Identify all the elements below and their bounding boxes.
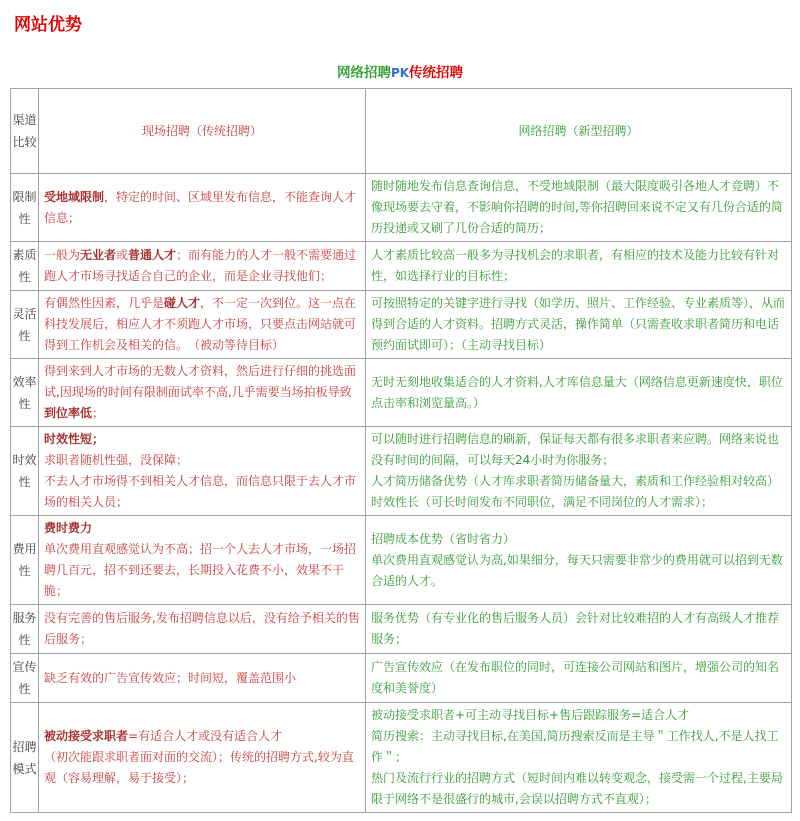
online-cell: 可以随时进行招聘信息的刷新，保证每天都有很多求职者来应聘。网络来说也没有时间的间隔，可以每天24小时为你服务； 人才简历储备优势（人才库求职者简历储备量大，素质和工作经验相对较高）时效性长（可长时间发布不同职位，满足不同岗位的人才需求）；: [366, 427, 792, 516]
traditional-cell: 有偶然性因素，几乎是碰人才，不一定一次到位。这一点在科技发展后，相应人才不须跑人才市场，只要点击网站就可得到工作机会及相关的信。 （被动等待目标）: [39, 291, 366, 359]
online-cell: 可按照特定的关键字进行寻找（如学历、照片、工作经验、专业素质等），从而得到合适的人才资料。招聘方式灵活，操作简单（只需查收求职者简历和电话预约面试即可）；（主动寻找目标）: [366, 291, 792, 359]
table-row: [11, 242, 792, 291]
table-header-row: [11, 89, 792, 174]
online-cell: 无时无刻地收集适合的人才资料,人才库信息量大（网络信息更新速度快，职位点击率和浏览量高。）: [366, 359, 792, 427]
traditional-cell: 没有完善的售后服务,发布招聘信息以后，没有给予相关的售后服务；: [39, 605, 366, 654]
heading-online-label: 网络招聘: [336, 65, 391, 81]
row-label: 效率性: [11, 359, 39, 427]
row-label: 服务性: [11, 605, 39, 654]
traditional-cell: 费时费力 单次费用直观感觉认为不高；招一个人去人才市场，一场招聘几百元，招不到还要去，长期投入花费不小，效果不干脆；: [39, 516, 366, 605]
traditional-cell: 缺乏有效的广告宣传效应；时间短，覆盖范围小: [39, 654, 366, 703]
table-row: [11, 703, 792, 813]
comparison-table: [10, 88, 792, 813]
table-row: [11, 605, 792, 654]
row-label: 时效性: [11, 427, 39, 516]
online-cell: 服务优势（有专业化的售后服务人员）会针对比较难招的人才有高级人才推荐服务；: [366, 605, 792, 654]
online-column-header: 网络招聘（新型招聘）: [366, 89, 792, 174]
table-row: [11, 291, 792, 359]
channel-compare-header: 渠道比较: [11, 89, 39, 174]
traditional-cell: 时效性短； 求职者随机性强，没保障； 不去人才市场得不到相关人才信息，而信息只限于去人才市场的相关人员；: [39, 427, 366, 516]
heading-pk-label: PK: [390, 66, 410, 80]
heading-traditional-label: 传统招聘: [409, 65, 464, 81]
row-label: 费用性: [11, 516, 39, 605]
comparison-heading: [0, 61, 800, 81]
traditional-cell: 被动接受求职者=有适合人才或没有适合人才 （初次能跟求职者面对面的交流）；传统的招聘方式,较为直观（容易理解，易于接受）；: [39, 703, 366, 813]
table-row: [11, 174, 792, 242]
row-label: 限制性: [11, 174, 39, 242]
row-label: 素质性: [11, 242, 39, 291]
row-label: 宣传性: [11, 654, 39, 703]
online-cell: 随时随地发布信息查询信息，不受地域限制（最大限度吸引各地人才竞聘）不像现场要去守着，不影响你招聘的时间,等你招聘回来说不定又有几份合适的简历投递或又刷了几份合适的简历；: [366, 174, 792, 242]
page-title: 网站优势: [14, 15, 82, 35]
traditional-column-header: 现场招聘（传统招聘）: [39, 89, 366, 174]
online-cell: 人才素质比较高一般多为寻找机会的求职者，有相应的技术及能力比较有针对性，如选择行业的目标性；: [366, 242, 792, 291]
table-row: [11, 359, 792, 427]
table-row: [11, 516, 792, 605]
comparison-table-body: [11, 89, 792, 813]
online-cell: 招聘成本优势（省时省力） 单次费用直观感觉认为高,如果细分，每天只需要非常少的费用就可以招到无数合适的人才。: [366, 516, 792, 605]
traditional-cell: 一般为无业者或普通人才；而有能力的人才一般不需要通过跑人才市场寻找适合自己的企业，而是企业寻找他们；: [39, 242, 366, 291]
table-row: [11, 654, 792, 703]
row-label: 灵活性: [11, 291, 39, 359]
online-cell: 被动接受求职者+可主动寻找目标+售后跟踪服务=适合人才 简历搜索：主动寻找目标,在美国,简历搜索反而是主导＂工作找人,不是人找工作＂； 热门及流行行业的招聘方式（短时间内难以转变观念，接受需一个过程,主要局限于网络不是很盛行的城市,会误以招聘方式不直观）；: [366, 703, 792, 813]
row-label: 招聘模式: [11, 703, 39, 813]
traditional-cell: 得到来到人才市场的无数人才资料，然后进行仔细的挑选面试,因现场的时间有限制面试率不高,几乎需要当场拍板导致到位率低；: [39, 359, 366, 427]
online-cell: 广告宣传效应（在发布职位的同时，可连接公司网站和图片，增强公司的知名度和美誉度）: [366, 654, 792, 703]
traditional-cell: 受地域限制，特定的时间、区域里发布信息，不能查询人才信息；: [39, 174, 366, 242]
table-row: [11, 427, 792, 516]
